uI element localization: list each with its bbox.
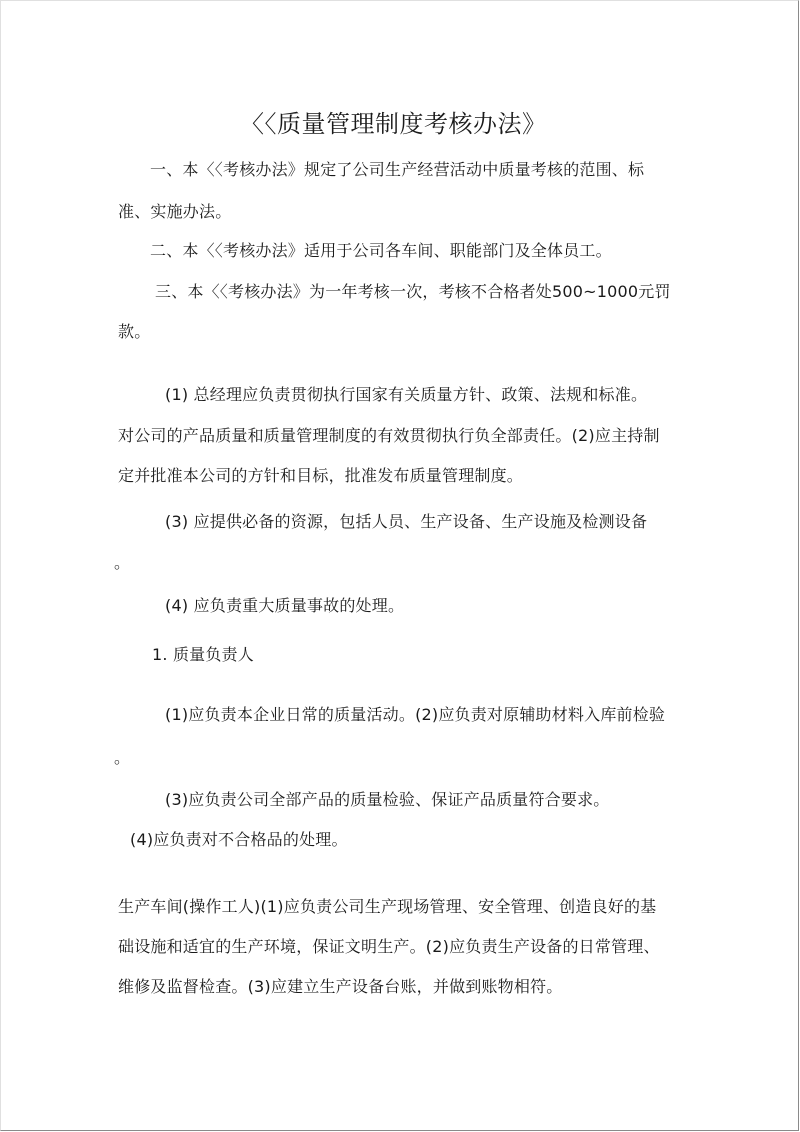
document-title: 〈〈质量管理制度考核办法》 xyxy=(240,110,547,138)
paragraph-line: 。 xyxy=(114,553,131,572)
paragraph-line: 对公司的产品质量和质量管理制度的有效贯彻执行负全部责任。(2)应主持制 xyxy=(118,426,660,445)
paragraph-line: (4)应负责对不合格品的处理。 xyxy=(130,830,348,849)
paragraph-line: 。 xyxy=(114,748,131,767)
paragraph-line: 定并批准本公司的方针和目标，批准发布质量管理制度。 xyxy=(118,466,524,485)
paragraph-line: (4) 应负责重大质量事故的处理。 xyxy=(165,596,405,615)
paragraph-line: (3)应负责公司全部产品的质量检验、保证产品质量符合要求。 xyxy=(165,790,610,809)
paragraph-line: (3) 应提供必备的资源，包括人员、生产设备、生产设施及检测设备 xyxy=(165,512,648,531)
paragraph-line: (1)应负责本企业日常的质量活动。(2)应负责对原辅助材料入库前检验 xyxy=(165,705,666,724)
paragraph-line: 三、本〈〈考核办法》为一年考核一次，考核不合格者处500~1000元罚 xyxy=(155,282,671,301)
paragraph-line: 维修及监督检查。(3)应建立生产设备台账，并做到账物相符。 xyxy=(118,977,563,996)
paragraph-line: 准、实施办法。 xyxy=(118,202,232,221)
paragraph-line: 生产车间(操作工人)(1)应负责公司生产现场管理、安全管理、创造良好的基 xyxy=(118,897,657,916)
paragraph-line: 款。 xyxy=(118,322,151,341)
paragraph-line: 础设施和适宜的生产环境，保证文明生产。(2)应负责生产设备的日常管理、 xyxy=(118,937,660,956)
paragraph-line: (1) 总经理应负责贯彻执行国家有关质量方针、政策、法规和标准。 xyxy=(165,385,648,404)
section-heading: 1. 质量负责人 xyxy=(152,645,254,664)
paragraph-line: 二、本〈〈考核办法》适用于公司各车间、职能部门及全体员工。 xyxy=(150,241,612,260)
paragraph-line: 一、本〈〈考核办法》规定了公司生产经营活动中质量考核的范围、标 xyxy=(150,160,645,179)
